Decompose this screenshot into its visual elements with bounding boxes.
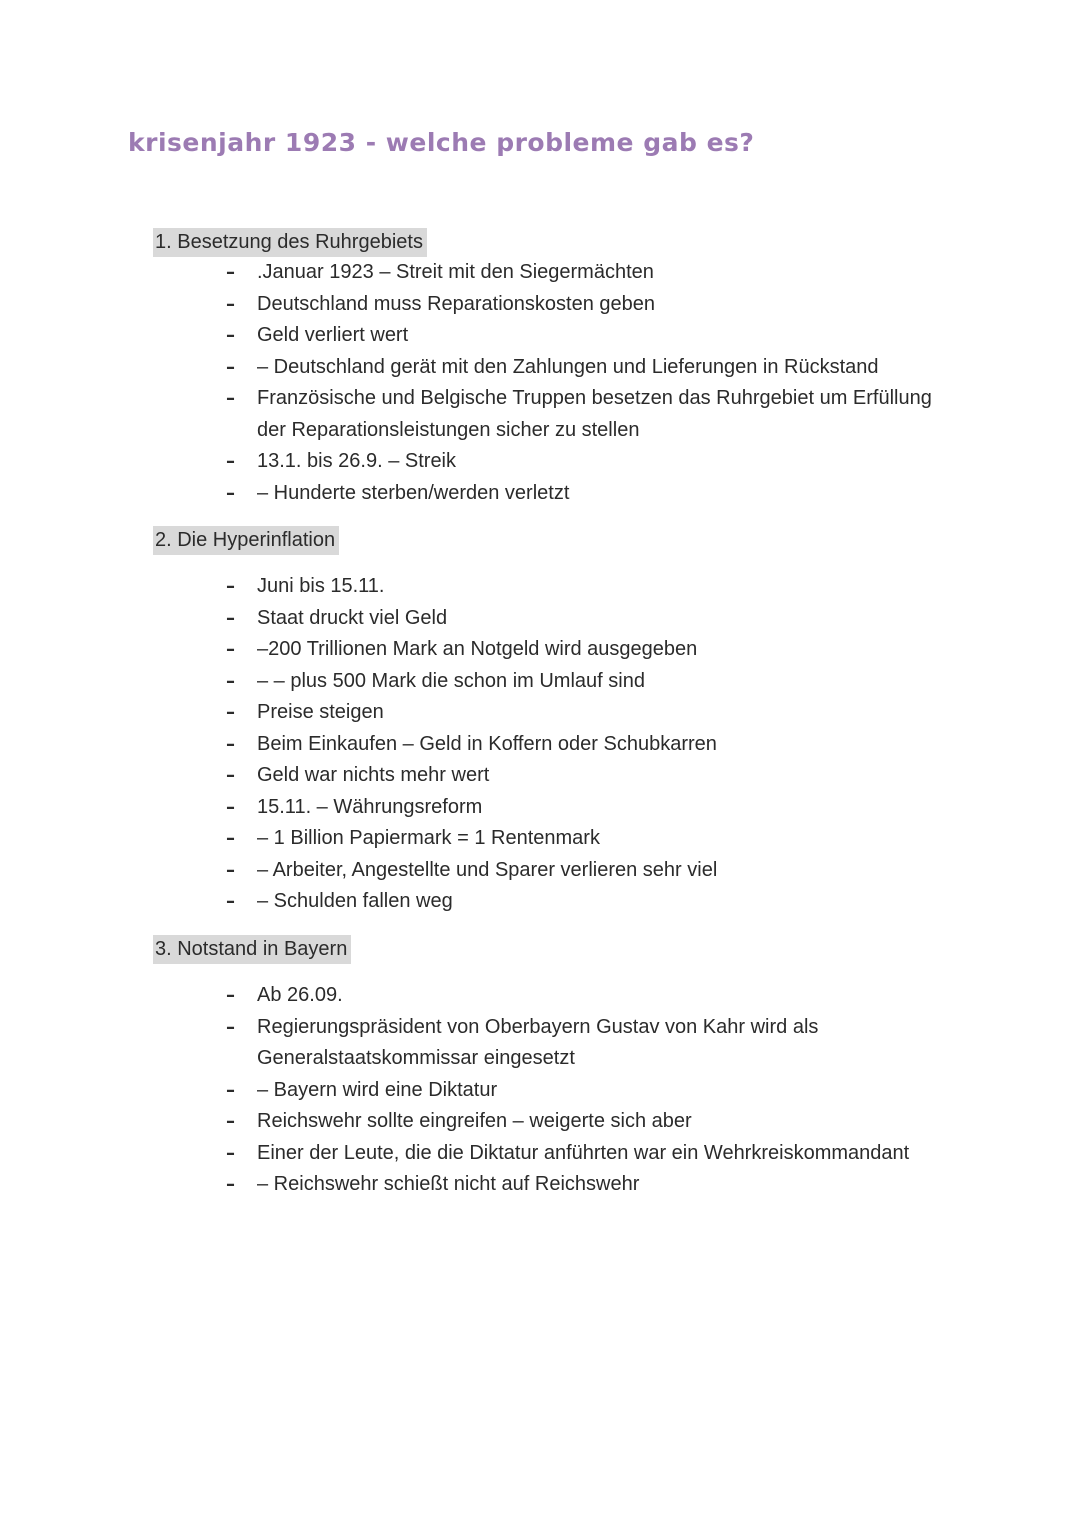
list-item (0, 383, 1080, 446)
dash-bullet: – (226, 1079, 235, 1101)
dash-bullet: – (226, 482, 235, 504)
list-item-text: – Deutschland gerät mit den Zahlungen und Lieferungen in Rückstand (257, 355, 879, 378)
section-heading: 3. Notstand in Bayern (153, 935, 351, 964)
dash-bullet: – (226, 828, 235, 849)
list-item (0, 1075, 1080, 1107)
list-item (0, 697, 1080, 729)
list-item-text: 15.11. – Währungsreform (257, 795, 483, 818)
dash-bullet: – (226, 262, 235, 283)
dash-bullet: – (226, 765, 235, 786)
list-item-text: – Reichswehr schießt nicht auf Reichswehr (257, 1173, 640, 1195)
dash-bullet: – (226, 576, 235, 597)
dash-bullet: – (226, 1111, 235, 1132)
dash-bullet: – (226, 670, 235, 692)
section-heading: 2. Die Hyperinflation (153, 526, 339, 555)
list-item-text: Juni bis 15.11. (257, 575, 385, 597)
list-item (0, 571, 1080, 603)
dash-bullet: – (226, 1174, 235, 1195)
dash-bullet: – (226, 451, 235, 472)
list-item (0, 603, 1080, 635)
list-item-text: Preise steigen (257, 701, 384, 723)
dash-bullet: – (226, 702, 235, 723)
list-item-text: Französische und Belgische Truppen besetzen das Ruhrgebiet um Erfüllung der Reparationsleistungen sicher zu stellen (257, 387, 932, 441)
list-item-text: Beim Einkaufen – Geld in Koffern oder Schubkarren (257, 732, 717, 755)
list-item-text: – Arbeiter, Angestellte und Sparer verlieren sehr viel (257, 858, 718, 881)
list-item (0, 634, 1080, 666)
list-item-text: – 1 Billion Papiermark = 1 Rentenmark (257, 827, 600, 849)
list-item-text: Staat druckt viel Geld (257, 606, 448, 629)
list-item (0, 980, 1080, 1012)
list-item (0, 478, 1080, 510)
list-item-text: – Schulden fallen weg (257, 890, 453, 912)
list-item-text: Geld war nichts mehr wert (257, 764, 490, 786)
dash-bullet: – (226, 293, 235, 315)
dash-bullet: – (226, 985, 235, 1006)
list-item (0, 886, 1080, 918)
list-item (0, 320, 1080, 352)
list-item (0, 1012, 1080, 1075)
list-item-text: 13.1. bis 26.9. – Streik (257, 450, 457, 472)
bullet-list (0, 980, 1080, 1201)
dash-bullet: – (226, 796, 235, 818)
list-item-text: – – plus 500 Mark die schon im Umlauf sind (257, 669, 645, 692)
dash-bullet: – (226, 388, 235, 409)
dash-bullet: – (226, 607, 235, 629)
dash-bullet: – (226, 733, 235, 755)
list-item (0, 792, 1080, 824)
list-item-text: –200 Trillionen Mark an Notgeld wird ausgegeben (257, 638, 698, 660)
list-item-text: Regierungspräsident von Oberbayern Gustav von Kahr wird als Generalstaatskommissar eingesetzt (257, 1015, 819, 1069)
list-item (0, 666, 1080, 698)
list-item (0, 855, 1080, 887)
dash-bullet: – (226, 891, 235, 912)
dash-bullet: – (226, 356, 235, 378)
list-item-text: Einer der Leute, die die Diktatur anführten war ein Wehrkreiskommandant (257, 1141, 910, 1164)
dash-bullet: – (226, 859, 235, 881)
list-item (0, 1138, 1080, 1170)
list-item-text: Ab 26.09. (257, 984, 343, 1006)
list-item-text: Reichswehr sollte eingreifen – weigerte sich aber (257, 1110, 692, 1132)
list-item (0, 823, 1080, 855)
list-item-text: Deutschland muss Reparationskosten geben (257, 292, 656, 315)
list-item (0, 760, 1080, 792)
list-item-text: – Hunderte sterben/werden verletzt (257, 481, 570, 504)
list-item (0, 446, 1080, 478)
list-item (0, 1106, 1080, 1138)
page-title: krisenjahr 1923 - welche probleme gab es? (128, 128, 755, 157)
section-heading: 1. Besetzung des Ruhrgebiets (153, 228, 427, 257)
list-item-text: .Januar 1923 – Streit mit den Siegermächten (257, 261, 654, 283)
bullet-list (0, 571, 1080, 918)
list-item-text: Geld verliert wert (257, 324, 409, 346)
dash-bullet: – (226, 1142, 235, 1164)
list-item (0, 1169, 1080, 1201)
list-item (0, 257, 1080, 289)
list-item (0, 352, 1080, 384)
list-item (0, 289, 1080, 321)
dash-bullet: – (226, 639, 235, 660)
dash-bullet: – (226, 1016, 235, 1038)
list-item (0, 729, 1080, 761)
bullet-list (0, 257, 1080, 509)
list-item-text: – Bayern wird eine Diktatur (257, 1078, 498, 1101)
dash-bullet: – (226, 325, 235, 346)
